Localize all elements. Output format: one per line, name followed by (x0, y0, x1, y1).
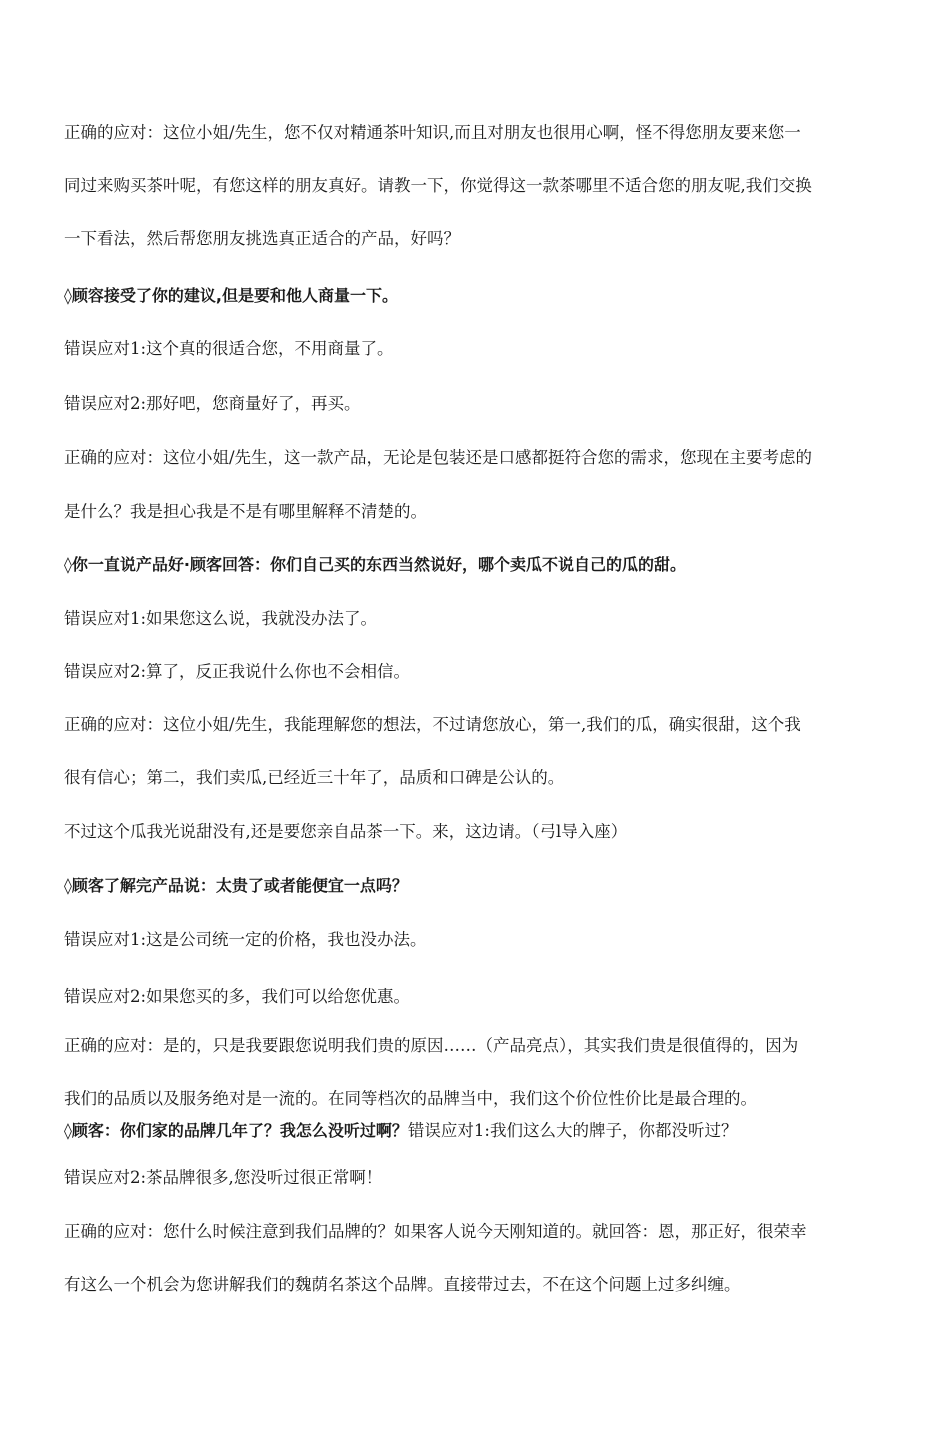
text-line: 正确的应对：是的，只是我要跟您说明我们贵的原因……（产品亮点），其实我们贵是很值得的，因为 (64, 1036, 799, 1055)
text-line: 错误应对1:我们这么大的牌子，你都没听过？ (407, 1121, 738, 1140)
text-line: 错误应对1:这个真的很适合您，不用商量了。 (64, 339, 394, 358)
text-line: 错误应对2:如果您买的多，我们可以给您优惠。 (64, 987, 411, 1006)
section-heading: ◊顾客了解完产品说：太贵了或者能便宜一点吗？ (64, 876, 408, 895)
section-heading: ◊你一直说产品好·顾客回答：你们自己买的东西当然说好，哪个卖瓜不说自己的瓜的甜。 (64, 555, 686, 574)
text-line: 同过来购买茶叶呢，有您这样的朋友真好。请教一下，你觉得这一款茶哪里不适合您的朋友呢,我们交换 (64, 176, 812, 195)
text-line: 正确的应对：这位小姐/先生，这一款产品，无论是包装还是口感都挺符合您的需求，您现在主要考虑的 (64, 448, 813, 467)
section-heading: ◊顾客：你们家的品牌几年了？我怎么没听过啊？ (64, 1121, 408, 1140)
text-line: 错误应对2:茶品牌很多,您没听过很正常啊！ (64, 1168, 383, 1187)
text-line: 不过这个瓜我光说甜没有,还是要您亲自品茶一下。来，这边请。（弓l导入座） (64, 822, 628, 841)
text-line: 正确的应对：这位小姐/先生，我能理解您的想法，不过请您放心，第一,我们的瓜，确实很甜，这个我 (64, 715, 801, 734)
text-line: 正确的应对：这位小姐/先生，您不仅对精通茶叶知识,而且对朋友也很用心啊，怪不得您朋友要来您一 (64, 123, 801, 142)
text-line: 正确的应对：您什么时候注意到我们品牌的？如果客人说今天刚知道的。就回答：恩，那正好，很荣幸 (64, 1222, 807, 1241)
text-line: 错误应对1:这是公司统一定的价格，我也没办法。 (64, 930, 427, 949)
section-heading: ◊顾容接受了你的建议,但是要和他人商量一下。 (64, 286, 398, 305)
text-line: 错误应对1:如果您这么说，我就没办法了。 (64, 609, 378, 628)
text-line: 一下看法，然后帮您朋友挑选真正适合的产品，好吗？ (64, 229, 460, 248)
text-line: 错误应对2:那好吧，您商量好了，再买。 (64, 394, 361, 413)
mixed-line (64, 1120, 894, 1142)
text-line: 错误应对2:算了，反正我说什么你也不会相信。 (64, 662, 411, 681)
text-line: 是什么？我是担心我是不是有哪里解释不清楚的。 (64, 502, 427, 521)
text-line: 我们的品质以及服务绝对是一流的。在同等档次的品牌当中，我们这个价位性价比是最合理的。 (64, 1089, 757, 1108)
text-line: 有这么一个机会为您讲解我们的魏荫名茶这个品牌。直接带过去，不在这个问题上过多纠缠。 (64, 1275, 741, 1294)
text-line: 很有信心；第二，我们卖瓜,已经近三十年了，品质和口碑是公认的。 (64, 768, 565, 787)
